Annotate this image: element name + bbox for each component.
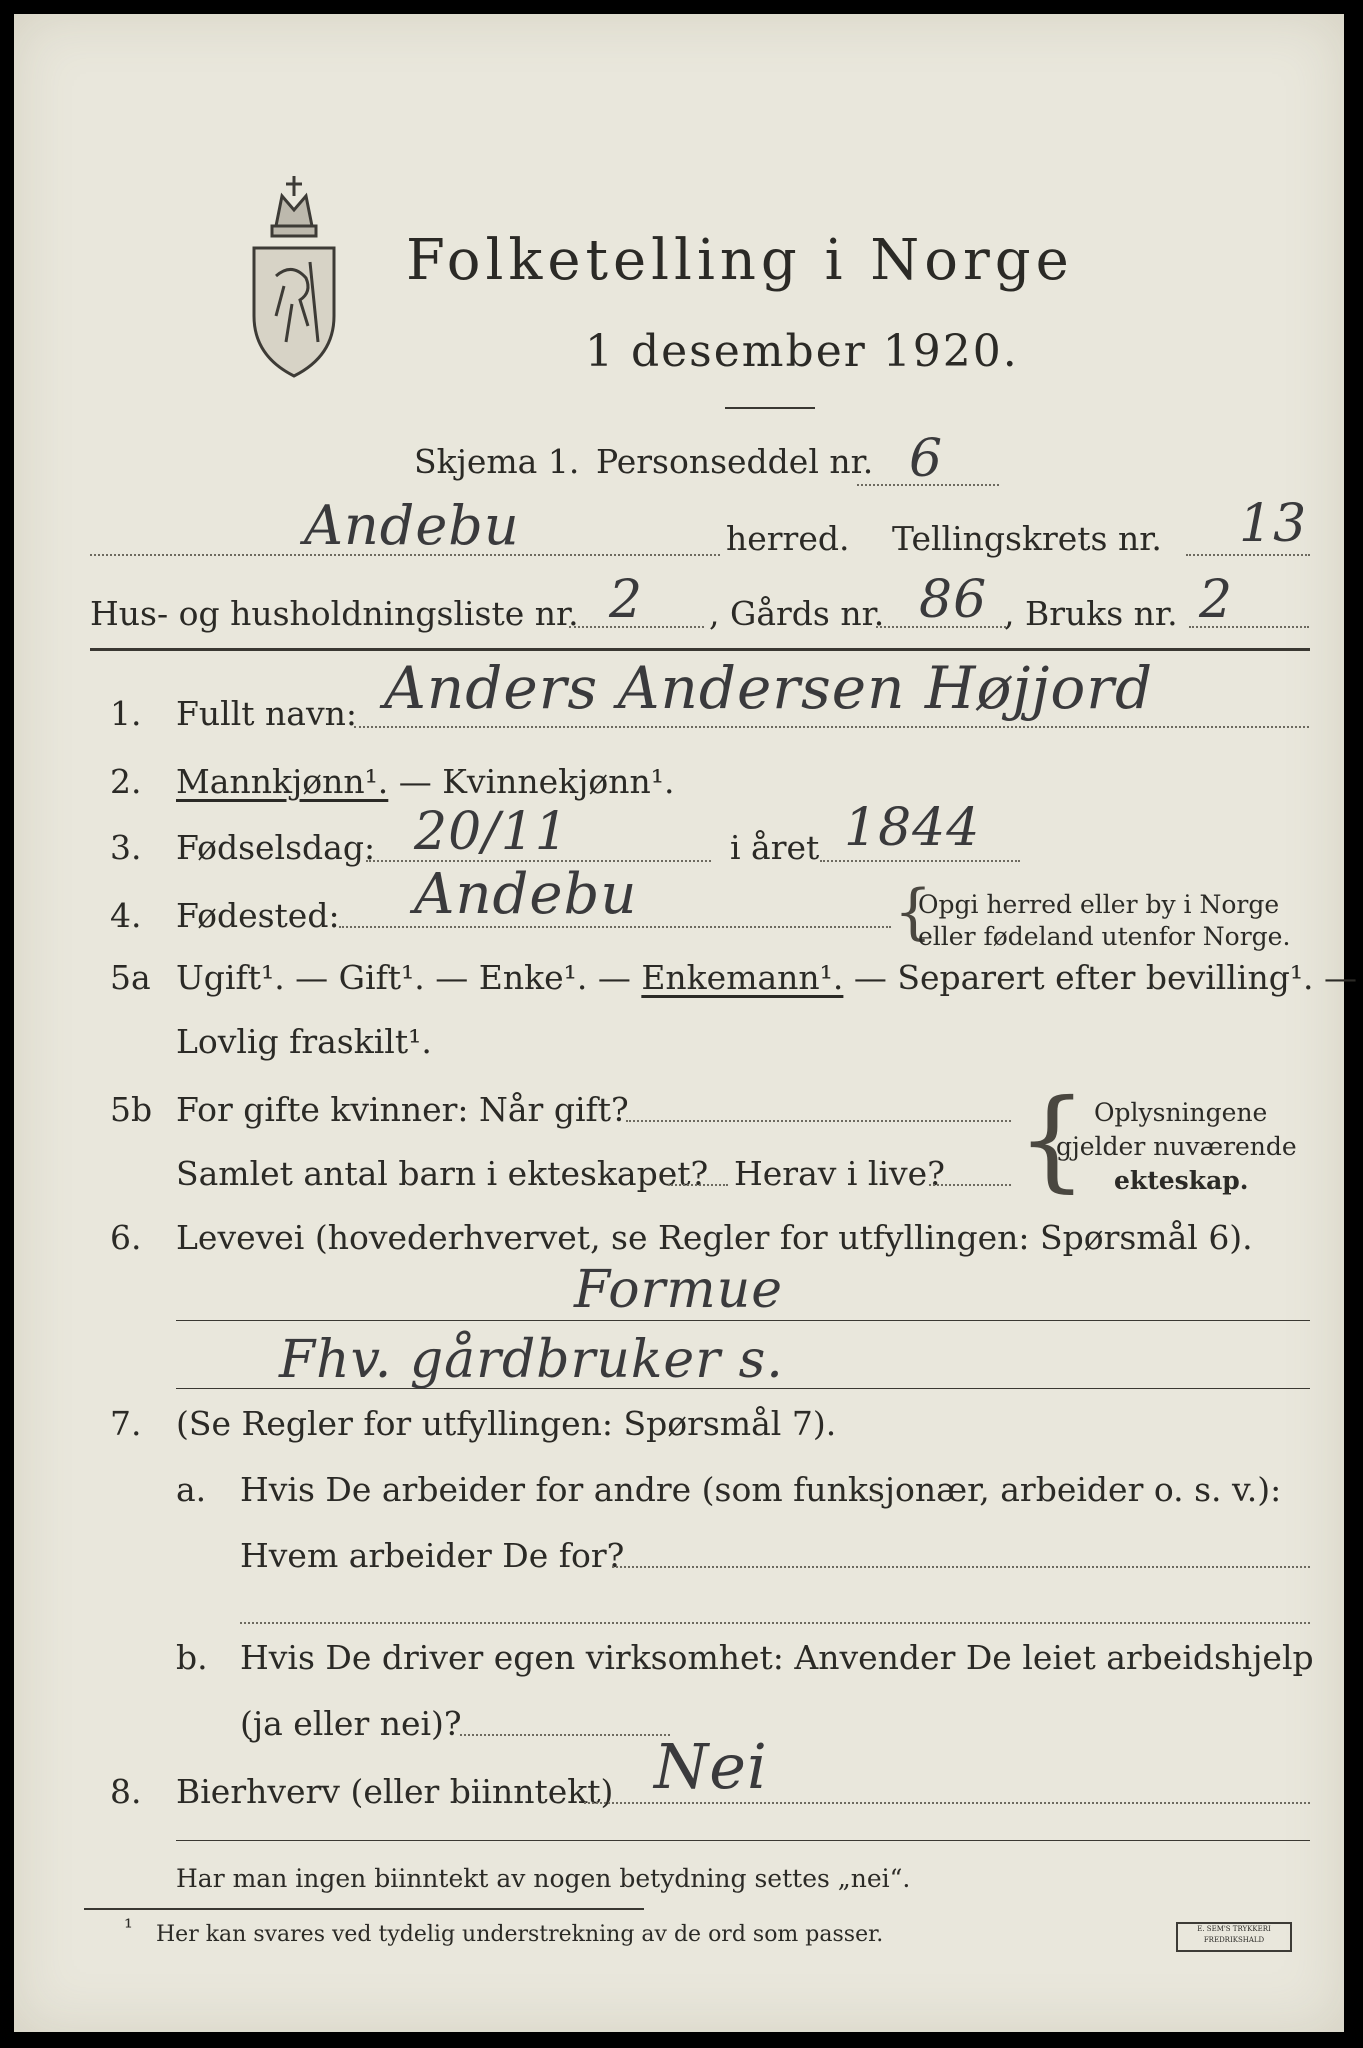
footnote-text: Her kan svares ved tydelig understrekning av de ord som passer. [156,1922,884,1947]
hus-value: 2 [609,570,644,630]
q2-number: 2. [110,762,142,801]
header-rule [90,648,1310,651]
footer-note: Har man ingen biinntekt av nogen betydning settes „nei“. [176,1864,911,1893]
q5a-enkemann-option: Enkemann¹. [641,958,844,997]
printer-stamp [1176,1922,1292,1952]
q5a-line1 [176,958,1357,997]
tellingskrets-dots [1186,554,1310,556]
gards-label: , Gårds nr. [709,594,885,633]
q5b-note-line1: Oplysningene [1094,1098,1268,1127]
q6-number: 6. [110,1218,142,1257]
personseddel-value: 6 [909,429,944,489]
q3-birth-year: 1844 [844,798,981,858]
q6-line1 [176,1320,1310,1321]
q7a-dots [612,1566,1310,1568]
q3-label: Fødselsdag: [176,828,376,867]
census-form-sheet [14,14,1358,2032]
q5a-options-c: — Separert efter bevilling¹. — [843,958,1358,997]
q4-birthplace: Andebu [414,862,638,927]
q5b-children-label: Samlet antal barn i ekteskapet? [176,1154,709,1193]
q5b-married-dots [626,1120,1011,1122]
q5b-note-brace: { [1017,1075,1087,1203]
q3-number: 3. [110,828,142,867]
q4-note-brace: { [894,877,933,947]
q7b-dots [460,1734,670,1736]
q5b-number: 5b [110,1090,153,1129]
herred-value: Andebu [304,494,520,557]
q6-line2 [176,1388,1310,1389]
q6-label: Levevei (hovederhvervet, se Regler for utfyllingen: Spørsmål 6). [176,1218,1253,1257]
q7b-line1: Hvis De driver egen virksomhet: Anvender De leiet arbeidshjelp [240,1638,1314,1677]
q5a-options-a: Ugift¹. — Gift¹. — Enke¹. — [176,958,642,997]
title-divider [725,407,815,409]
q8-line [176,1840,1310,1841]
q5b-note-line3: ekteskap. [1114,1166,1249,1195]
personseddel-label: Personseddel nr. [596,442,874,481]
printer-stamp-line1: E. SEM'S TRYKKERI [1197,1925,1271,1933]
bruks-label: , Bruks nr. [1004,594,1178,633]
hus-label: Hus- og husholdningsliste nr. [90,594,579,633]
q7a-line2: Hvem arbeider De for? [240,1536,625,1575]
q1-dots [354,726,1309,728]
q7b-line2: (ja eller nei)? [240,1704,462,1743]
q5b-alive-dots [929,1184,1011,1186]
q7a-dots-2 [240,1622,1310,1624]
q4-note-line2: eller fødeland utenfor Norge. [918,922,1291,951]
skjema-label: Skjema 1. [414,442,580,481]
bruks-value: 2 [1199,570,1234,630]
norwegian-coat-of-arms-icon [246,166,342,382]
q5b-children-dots [668,1184,728,1186]
tellingskrets-label: Tellingskrets nr. [892,519,1162,558]
q5b-line1: For gifte kvinner: Når gift? [176,1090,629,1129]
q6-answer-line1: Formue [574,1260,783,1320]
q6-answer-line2: Fhv. gårdbruker s. [279,1330,784,1390]
q7-label: (Se Regler for utfyllingen: Spørsmål 7). [176,1404,837,1443]
q2-gender-line [176,762,675,801]
q3-year-label: i året [730,828,820,867]
q8-number: 8. [110,1772,142,1811]
footnote-marker: ¹ [124,1916,133,1941]
herred-label: herred. [726,519,850,558]
q2-female-option: Kvinnekjønn¹. [442,762,675,801]
q4-note-line1: Opgi herred eller by i Norge [918,890,1280,919]
footnote-rule [84,1908,644,1910]
q3-year-dots [820,860,1020,862]
q7a-number: a. [176,1470,207,1509]
q7a-line1: Hvis De arbeider for andre (som funksjonær, arbeider o. s. v.): [240,1470,1282,1509]
q2-male-option: Mannkjønn¹. [176,762,389,801]
q5a-number: 5a [110,958,151,997]
tellingskrets-value: 13 [1239,494,1308,554]
q1-number: 1. [110,694,142,733]
q2-separator: — [388,762,443,801]
printer-stamp-line2: FREDRIKSHALD [1203,1936,1265,1944]
q8-label: Bierhverv (eller biinntekt) [176,1772,614,1811]
q8-answer: Nei [654,1730,768,1803]
census-date: 1 desember 1920. [585,326,1019,377]
gards-value: 86 [919,570,988,630]
q1-full-name: Anders Andersen Højjord [384,654,1154,722]
q1-label: Fullt navn: [176,694,357,733]
q7b-number: b. [176,1638,208,1677]
q4-number: 4. [110,896,142,935]
q5b-note-line2: gjelder nuværende [1056,1132,1297,1161]
q5b-alive-label: Herav i live? [734,1154,945,1193]
q7-number: 7. [110,1404,142,1443]
q4-label: Fødested: [176,896,340,935]
q3-birth-day: 20/11 [414,802,569,862]
q5a-line2: Lovlig fraskilt¹. [176,1022,432,1061]
form-title: Folketelling i Norge [406,228,1074,293]
